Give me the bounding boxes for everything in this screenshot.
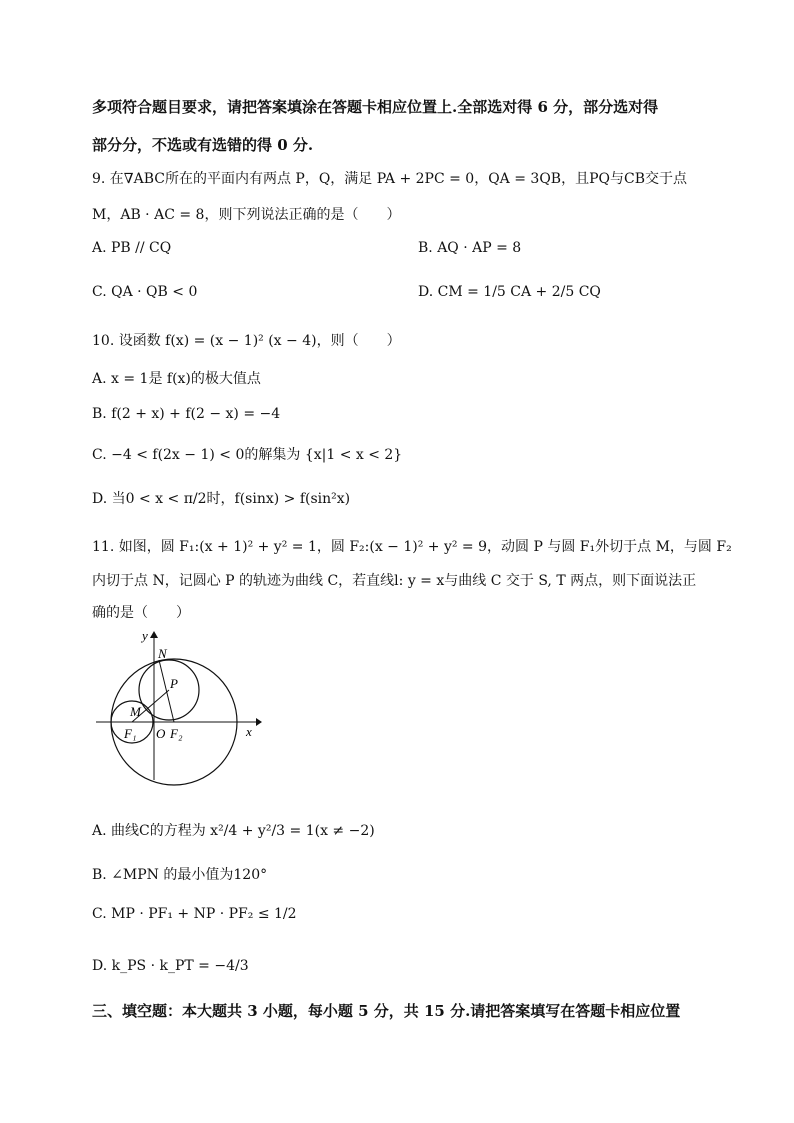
q10-option-c: C. −4 < f(2x − 1) < 0的解集为 {x|1 < x < 2} — [92, 447, 403, 463]
q9-option-c: C. QA · QB < 0 — [92, 284, 198, 300]
label-n: N — [158, 646, 167, 661]
label-m: M — [130, 704, 141, 719]
q11-stem-line-3: 确的是（ ） — [92, 605, 190, 621]
q9-option-b: B. AQ · AP = 8 — [418, 240, 522, 256]
q11-stem-line-2: 内切于点 N，记圆心 P 的轨迹为曲线 C，若直线l: y = x与曲线 C 交于 S, T 两点，则下面说法正 — [92, 573, 697, 589]
q11-option-b: B. ∠MPN 的最小值为120° — [92, 867, 268, 883]
q11-stem-line-1: 11. 如图，圆 F₁:(x + 1)² + y² = 1，圆 F₂:(x − 1)² + y² = 9，动圆 P 与圆 F₁外切于点 M，与圆 F₂ — [92, 539, 732, 555]
x-axis-arrow — [256, 718, 262, 726]
q10-option-d: D. 当0 < x < π/2时，f(sinx) > f(sin²x) — [92, 491, 351, 507]
q10-option-b: B. f(2 + x) + f(2 − x) = −4 — [92, 406, 281, 422]
y-axis-arrow — [150, 631, 158, 638]
q11-option-c: C. MP · PF₁ + NP · PF₂ ≤ 1/2 — [92, 906, 297, 922]
q9-stem-line-2: M，AB · AC = 8，则下列说法正确的是（ ） — [92, 207, 401, 223]
label-o: O — [156, 726, 166, 741]
circle-figure — [92, 628, 262, 788]
label-f2: F₂ — [170, 726, 183, 741]
q11-option-d: D. k_PS · k_PT = −4/3 — [92, 958, 249, 974]
label-f1: F₁ — [124, 726, 137, 741]
q9-stem-line-1: 9. 在∇ABC所在的平面内有两点 P，Q，满足 PA + 2PC = 0，QA = 3QB，且PQ与CB交于点 — [92, 171, 687, 187]
q9-option-d: D. CM = 1/5 CA + 2/5 CQ — [418, 284, 601, 300]
label-y: y — [142, 628, 148, 643]
q10-option-a: A. x = 1是 f(x)的极大值点 — [92, 371, 261, 387]
header-line-2: 部分分，不选或有选错的得 0 分. — [92, 136, 314, 154]
q11-option-a: A. 曲线C的方程为 x²/4 + y²/3 = 1(x ≠ −2) — [92, 823, 375, 839]
segment-n-f2 — [159, 660, 174, 722]
section-3-title: 三、填空题：本大题共 3 小题，每小题 5 分，共 15 分.请把答案填写在答题卡相应位置 — [92, 1002, 681, 1020]
label-x: x — [246, 724, 252, 739]
q9-option-a: A. PB // CQ — [92, 240, 172, 256]
header-line-1: 多项符合题目要求，请把答案填涂在答题卡相应位置上.全部选对得 6 分，部分选对得 — [92, 98, 659, 116]
q10-stem: 10. 设函数 f(x) = (x − 1)² (x − 4)，则（ ） — [92, 333, 401, 349]
label-p: P — [170, 676, 178, 691]
